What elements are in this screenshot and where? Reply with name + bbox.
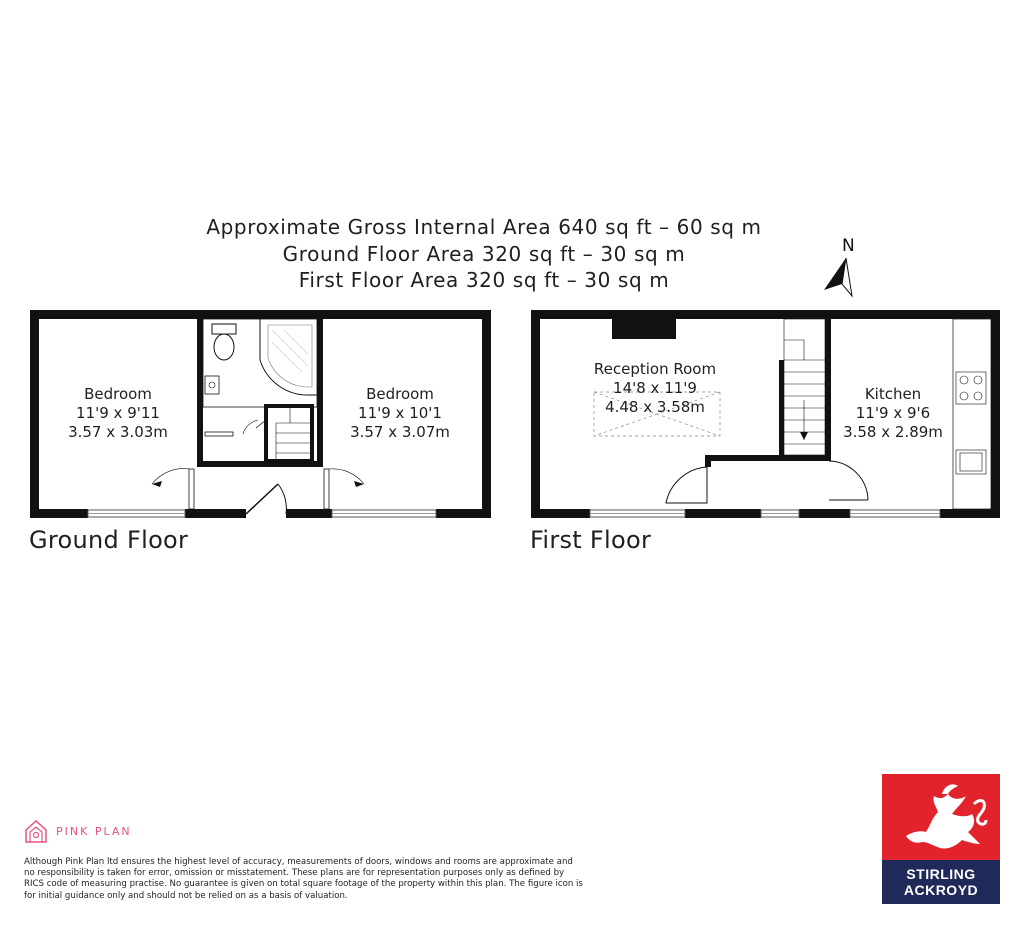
logo-text-line2: ACKROYD [903, 882, 979, 898]
total-area: Approximate Gross Internal Area 640 sq ft – 60 sq m [206, 215, 762, 239]
pink-plan-text: PINK PLAN [56, 824, 132, 838]
north-label: N [842, 236, 855, 256]
ground-bedroom-2-label: Bedroom 11'9 x 10'1 3.57 x 3.07m [350, 385, 450, 441]
griffin-icon [882, 774, 1000, 860]
kitchen-label: Kitchen 11'9 x 9'6 3.58 x 2.89m [843, 385, 943, 441]
ground-floor-area: Ground Floor Area 320 sq ft – 30 sq m [282, 241, 686, 266]
ground-floor-title: Ground Floor [29, 526, 189, 554]
north-arrow-icon [824, 258, 852, 296]
pink-plan-brand [24, 818, 132, 844]
disclaimer-text: Although Pink Plan ltd ensures the highest level of accuracy, measurements of doors, windows and rooms are approximate and no responsibility is taken for error, omission or misstatement. These plans are for representation purposes only as defined by RICS code of measuring practise. No guarantee is given on total square footage of the property within this plan. The figure icon is for initial guidance only and should not be relied on as a basis of valuation. [24, 857, 583, 901]
stirling-ackroyd-logo [882, 774, 1000, 904]
house-logo-icon [24, 818, 48, 844]
reception-room-label: Reception Room 14'8 x 11'9 4.48 x 3.58m [593, 360, 717, 416]
first-floor-area: First Floor Area 320 sq ft – 30 sq m [298, 268, 670, 292]
ground-bedroom-1-label: Bedroom 11'9 x 9'11 3.57 x 3.03m [68, 385, 168, 441]
first-floor-title: First Floor [530, 526, 652, 554]
logo-text-line1: STIRLING [906, 866, 976, 882]
